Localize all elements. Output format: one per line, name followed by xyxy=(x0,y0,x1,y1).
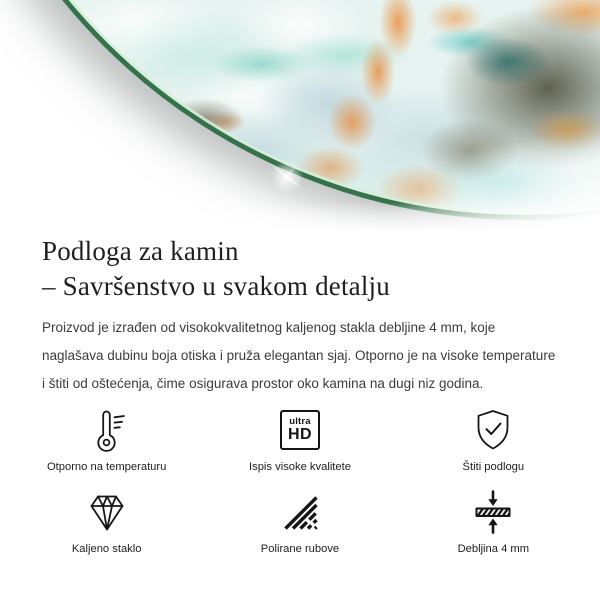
features-grid xyxy=(10,406,590,556)
feature-thickness xyxy=(397,488,590,556)
product-image xyxy=(0,0,600,230)
polished-edges-icon xyxy=(276,488,324,536)
feature-polished-edges xyxy=(203,488,396,556)
compressed-thickness-icon xyxy=(469,488,517,536)
ultra-hd-badge-top: ultra xyxy=(289,416,311,427)
title-line-1: Podloga za kamin xyxy=(42,236,239,266)
feature-tempered-glass xyxy=(10,488,203,556)
thermometer-icon xyxy=(83,406,131,454)
feature-label: Debljina 4 mm xyxy=(457,543,530,555)
title-line-2: – Savršenstvo u svakom detalju xyxy=(42,271,390,301)
glass-pad-photo xyxy=(0,0,600,230)
product-info-section xyxy=(0,230,600,556)
feature-label: Polirane rubove xyxy=(260,543,340,555)
feature-label: Otporno na temperaturu xyxy=(46,461,167,473)
feature-heat-resistant xyxy=(10,406,203,474)
page-title xyxy=(42,230,558,304)
ultra-hd-icon xyxy=(276,406,324,454)
diamond-icon xyxy=(83,488,131,536)
ultra-hd-badge-bottom: HD xyxy=(288,426,312,443)
feature-print-quality xyxy=(203,406,396,474)
feature-label: Kaljeno staklo xyxy=(71,543,142,555)
shield-check-icon xyxy=(469,406,517,454)
feature-label: Ispis visoke kvalitete xyxy=(249,461,351,473)
feature-protects-surface xyxy=(397,406,590,474)
feature-label: Štiti podlogu xyxy=(462,461,525,473)
product-description: Proizvod je izrađen od visokokvalitetnog kaljenog stakla debljine 4 mm, koje naglašava dubinu boja otiska i pruža elegantan sjaj. Otporno je na visoke temperature i štiti od oštećenja, čime osigurava prostor oko kamina na dugi niz godina. xyxy=(42,320,556,391)
